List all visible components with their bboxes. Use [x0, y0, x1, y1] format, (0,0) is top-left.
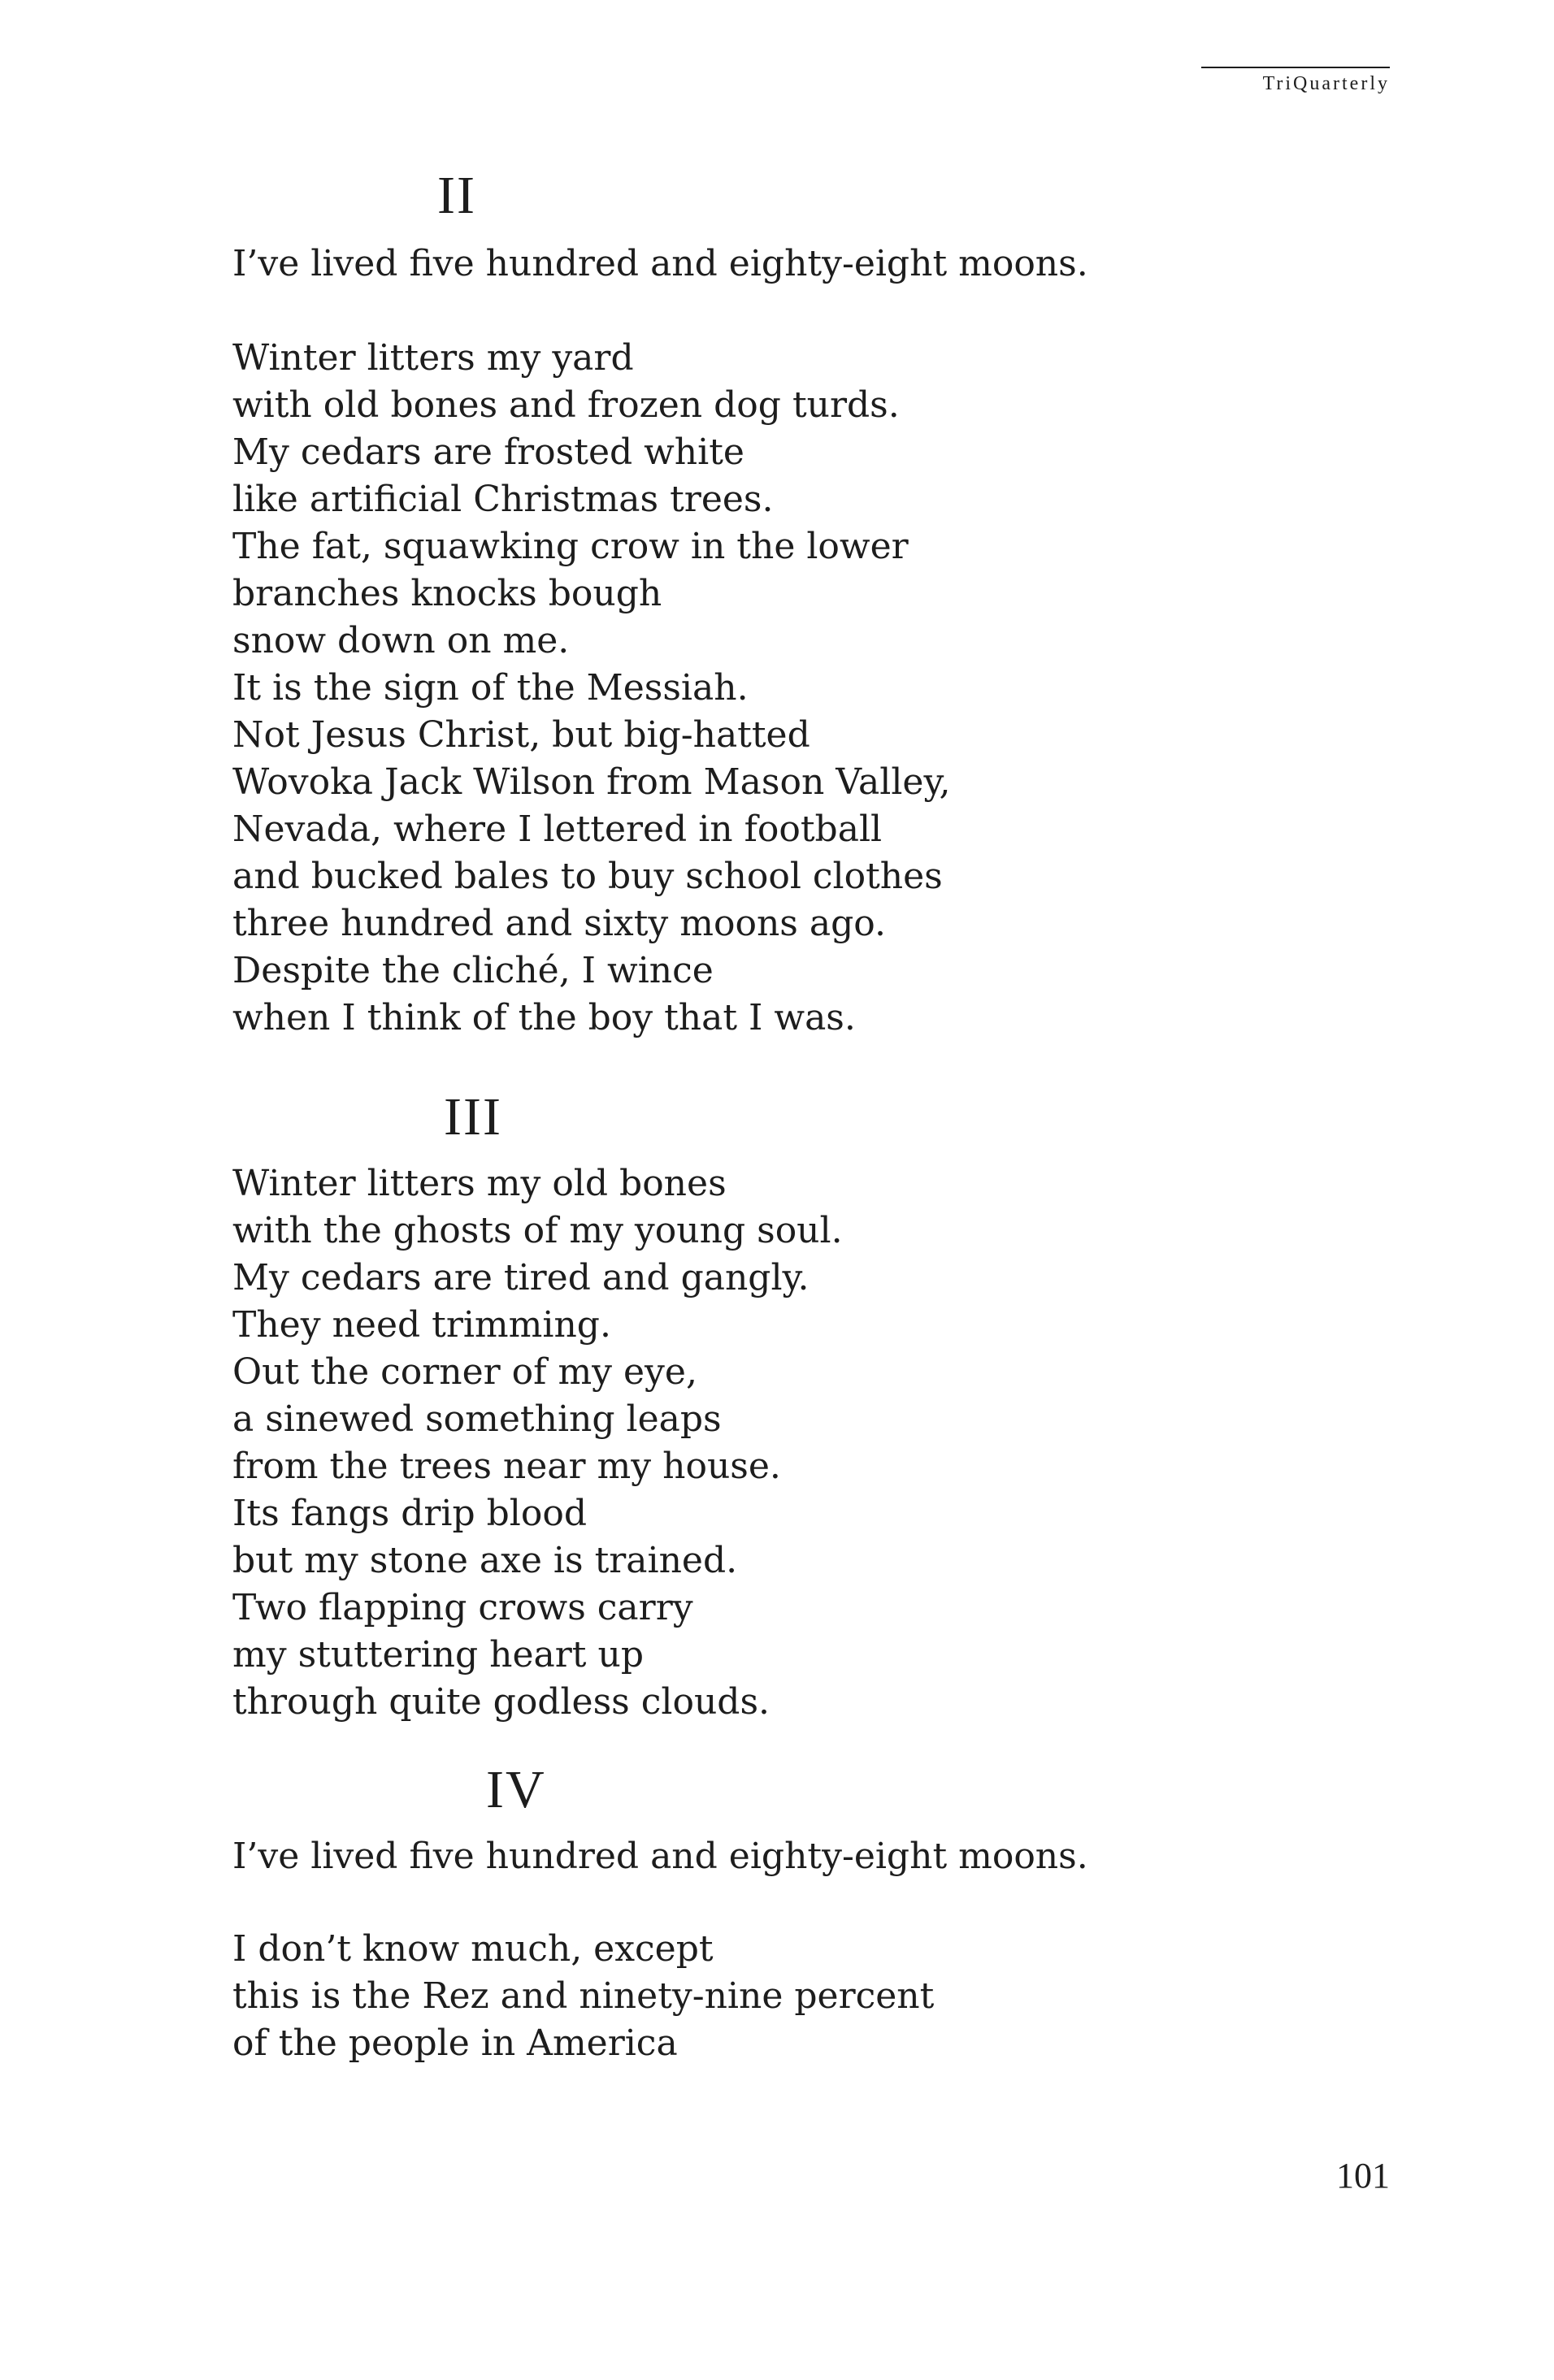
poem-line: branches knocks bough: [232, 573, 662, 614]
poem-line: my stuttering heart up: [232, 1634, 644, 1676]
poem-line: but my stone axe is trained.: [232, 1540, 738, 1581]
poem-line: My cedars are tired and gangly.: [232, 1257, 810, 1298]
section-heading-ii: II: [437, 166, 476, 225]
page-number: 101: [1336, 2156, 1390, 2196]
poem-line: They need trimming.: [232, 1304, 611, 1346]
poem-line: Despite the cliché, I wince: [232, 950, 714, 991]
poem-line: Nevada, where I lettered in football: [232, 809, 883, 850]
poem-line: and bucked bales to buy school clothes: [232, 856, 943, 897]
section-heading-iv: IV: [486, 1760, 546, 1819]
poem-line: It is the sign of the Messiah.: [232, 667, 749, 709]
poem-line: Its fangs drip blood: [232, 1493, 588, 1534]
poem-line: My cedars are frosted white: [232, 431, 744, 473]
running-head: TriQuarterly: [1262, 73, 1390, 94]
poem-line: Out the corner of my eye,: [232, 1351, 697, 1393]
poem-line: I’ve lived five hundred and eighty-eight moons.: [232, 243, 1088, 284]
section-heading-iii: III: [444, 1087, 502, 1147]
poem-line: Winter litters my yard: [232, 337, 634, 379]
poem-line: I’ve lived five hundred and eighty-eight moons.: [232, 1836, 1088, 1877]
poem-line: Wovoka Jack Wilson from Mason Valley,: [232, 761, 951, 803]
stanza-iii: [232, 1160, 843, 1726]
stanza-iv-opening: [232, 1833, 1088, 1880]
poem-line: from the trees near my house.: [232, 1446, 781, 1487]
stanza-ii: [232, 335, 950, 1042]
poem-line: Winter litters my old bones: [232, 1163, 727, 1204]
poem-line: a sinewed something leaps: [232, 1398, 722, 1440]
poem-line: snow down on me.: [232, 620, 570, 661]
poem-line: when I think of the boy that I was.: [232, 997, 856, 1038]
poem-line: The fat, squawking crow in the lower: [232, 526, 909, 567]
poem-line: Not Jesus Christ, but big-hatted: [232, 714, 810, 756]
poem-line: this is the Rez and ninety-nine percent: [232, 1975, 935, 2017]
poem-line: like artificial Christmas trees.: [232, 479, 774, 520]
poem-line: Two flapping crows carry: [232, 1587, 693, 1628]
poem-line: I don’t know much, except: [232, 1928, 714, 1970]
running-head-rule: [1201, 67, 1390, 68]
poem-line: through quite godless clouds.: [232, 1681, 770, 1723]
poem-line: three hundred and sixty moons ago.: [232, 903, 886, 944]
stanza-ii-opening: [232, 241, 1088, 288]
poem-line: with the ghosts of my young soul.: [232, 1210, 843, 1251]
poem-line: with old bones and frozen dog turds.: [232, 384, 900, 426]
poem-line: of the people in America: [232, 2022, 678, 2064]
stanza-iv: [232, 1926, 934, 2067]
